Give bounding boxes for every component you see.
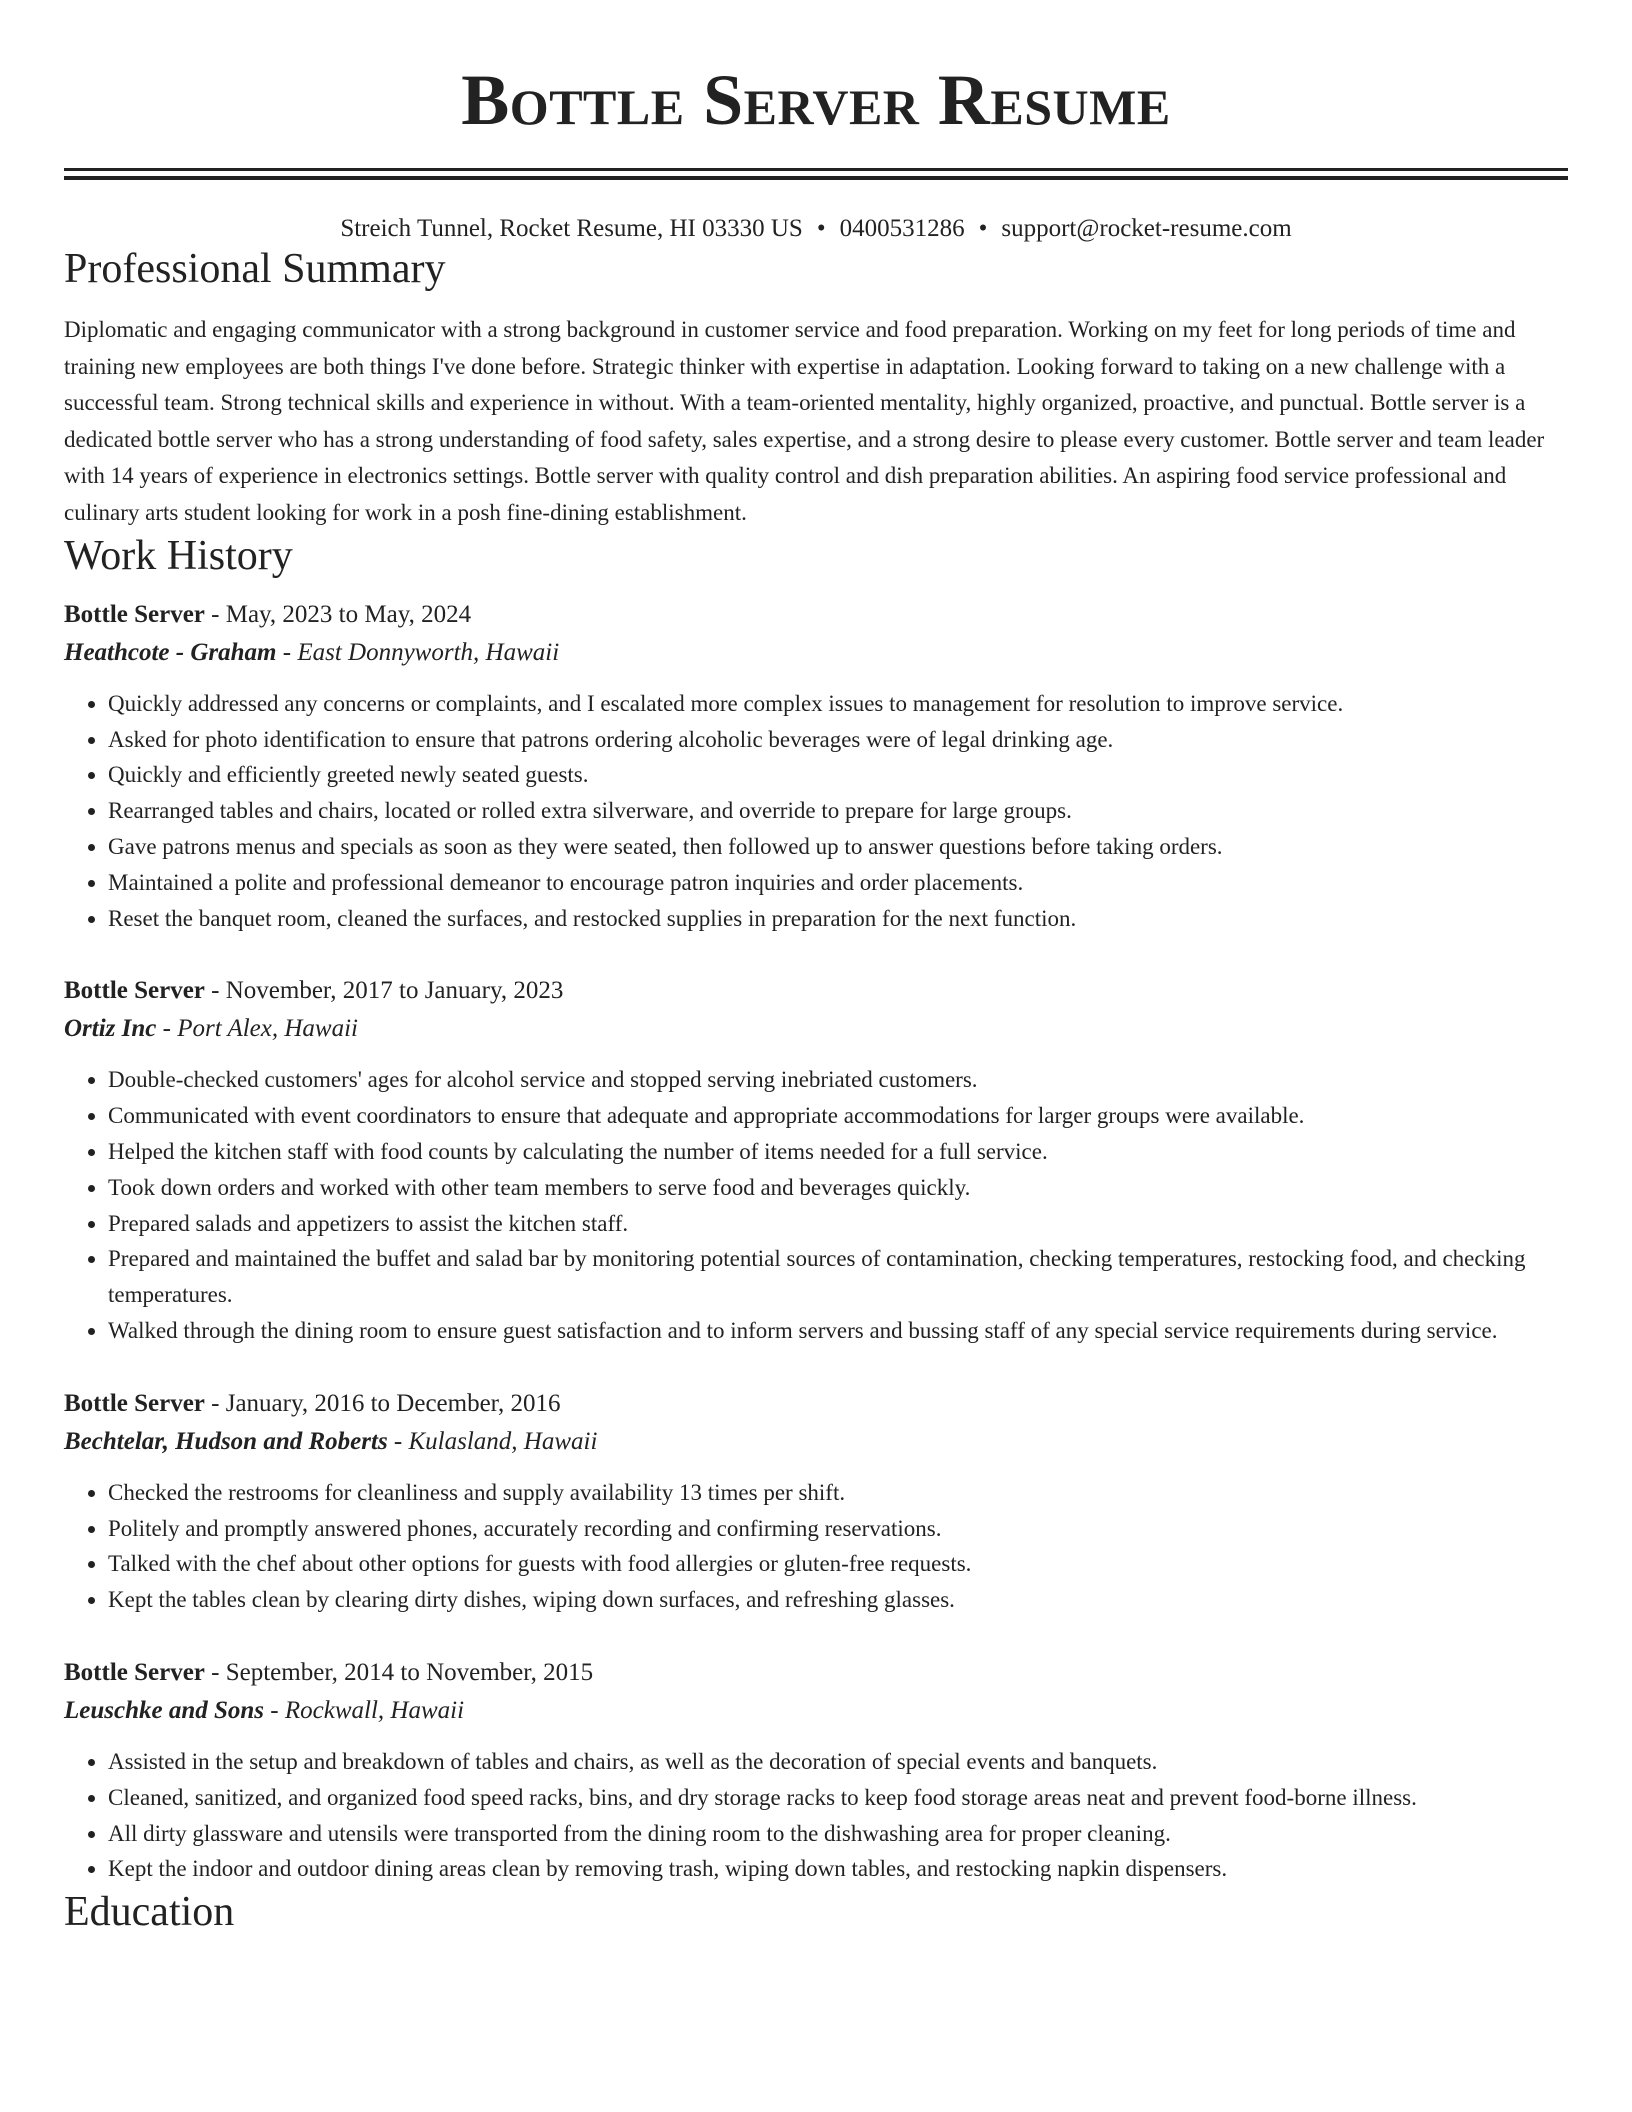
duty-item: • Communicated with event coordinators to ensure that adequate and appropriate accommodations for larger groups were available. xyxy=(108,1098,1568,1134)
duty-item: • Maintained a polite and professional demeanor to encourage patron inquiries and order placements. xyxy=(108,865,1568,901)
duty-item: • Prepared salads and appetizers to assist the kitchen staff. xyxy=(108,1206,1568,1242)
duty-item: • Quickly addressed any concerns or complaints, and I escalated more complex issues to management for resolution to improve service. xyxy=(108,686,1568,722)
job-company: Bechtelar, Hudson and Roberts xyxy=(64,1427,388,1455)
job-role: Bottle Server xyxy=(64,977,205,1005)
job-duties xyxy=(64,1062,1568,1348)
duty-item: • Helped the kitchen staff with food counts by calculating the number of items needed for a full service. xyxy=(108,1134,1568,1170)
contact-separator: • xyxy=(978,215,988,242)
contact-address: Streich Tunnel, Rocket Resume, HI 03330 US xyxy=(340,215,803,242)
job-role: Bottle Server xyxy=(64,1658,205,1686)
duty-item: • Talked with the chef about other options for guests with food allergies or gluten-free requests. xyxy=(108,1546,1568,1582)
duty-item: • Checked the restrooms for cleanliness and supply availability 13 times per shift. xyxy=(108,1475,1568,1511)
job-location: - Rockwall, Hawaii xyxy=(264,1696,465,1724)
job-dates: - January, 2016 to December, 2016 xyxy=(204,1389,561,1417)
duty-item: • Cleaned, sanitized, and organized food speed racks, bins, and dry storage racks to keep food storage areas neat and prevent food-borne illness. xyxy=(108,1780,1568,1816)
duty-item: • All dirty glassware and utensils were transported from the dining room to the dishwashing area for proper cleaning. xyxy=(108,1816,1568,1852)
contact-line xyxy=(64,214,1568,244)
job-company-line xyxy=(64,1423,1568,1461)
job-dates: - September, 2014 to November, 2015 xyxy=(204,1658,594,1686)
duty-item: • Walked through the dining room to ensure guest satisfaction and to inform servers and bussing staff of any special service requirements during service. xyxy=(108,1313,1568,1349)
job-location: - East Donnyworth, Hawaii xyxy=(276,638,560,666)
job-role: Bottle Server xyxy=(64,1389,205,1417)
work-history-list xyxy=(64,596,1568,1887)
title-divider xyxy=(64,168,1568,180)
job-dates: - November, 2017 to January, 2023 xyxy=(204,977,564,1005)
job-duties xyxy=(64,686,1568,937)
contact-phone: 0400531286 xyxy=(839,215,965,242)
job-dates: - May, 2023 to May, 2024 xyxy=(204,600,472,628)
duty-item: • Quickly and efficiently greeted newly seated guests. xyxy=(108,757,1568,793)
duty-item: • Kept the tables clean by clearing dirty dishes, wiping down surfaces, and refreshing glasses. xyxy=(108,1582,1568,1618)
job-company: Ortiz Inc xyxy=(64,1015,157,1043)
duty-item: • Politely and promptly answered phones, accurately recording and confirming reservations. xyxy=(108,1511,1568,1547)
duty-item: • Asked for photo identification to ensure that patrons ordering alcoholic beverages were of legal drinking age. xyxy=(108,722,1568,758)
job-entry xyxy=(64,1385,1568,1618)
duty-item: • Gave patrons menus and specials as soon as they were seated, then followed up to answer questions before taking orders. xyxy=(108,829,1568,865)
duty-item: • Rearranged tables and chairs, located or rolled extra silverware, and override to prepare for large groups. xyxy=(108,793,1568,829)
job-company-line xyxy=(64,634,1568,672)
duty-item: • Prepared and maintained the buffet and salad bar by monitoring potential sources of contamination, checking temperatures, restocking food, and checking temperatures. xyxy=(108,1241,1568,1313)
job-entry xyxy=(64,1654,1568,1887)
education-heading: Education xyxy=(64,1889,235,1936)
job-location: - Kulasland, Hawaii xyxy=(387,1427,598,1455)
job-title-line xyxy=(64,1385,1568,1423)
job-role: Bottle Server xyxy=(64,600,205,628)
duty-item: • Kept the indoor and outdoor dining areas clean by removing trash, wiping down tables, and restocking napkin dispensers. xyxy=(108,1851,1568,1887)
contact-separator: • xyxy=(816,215,826,242)
summary-text: Diplomatic and engaging communicator with a strong background in customer service and food preparation. Working on my feet for long periods of time and training new employees are both things I've done before. Strategic thinker with expertise in adaptation. Looking forward to taking on a new challenge with a successful team. Strong technical skills and experience in without. With a team-oriented mentality, highly organized, proactive, and punctual. Bottle server is a dedicated bottle server who has a strong understanding of food safety, sales expertise, and a strong desire to please every customer. Bottle server and team leader with 14 years of experience in electronics settings. Bottle server with quality control and dish preparation abilities. An aspiring food service professional and culinary arts student looking for work in a posh fine-dining establishment. xyxy=(64,317,1545,525)
duty-item: • Assisted in the setup and breakdown of tables and chairs, as well as the decoration of special events and banquets. xyxy=(108,1744,1568,1780)
job-location: - Port Alex, Hawaii xyxy=(156,1015,358,1043)
work-history-heading: Work History xyxy=(64,533,293,580)
job-title-line xyxy=(64,1654,1568,1692)
resume-title: Bottle Server Resume xyxy=(461,60,1171,140)
job-title-line xyxy=(64,596,1568,634)
duty-item: • Reset the banquet room, cleaned the surfaces, and restocked supplies in preparation for the next function. xyxy=(108,901,1568,937)
job-company-line xyxy=(64,1692,1568,1730)
job-duties xyxy=(64,1475,1568,1618)
job-title-line xyxy=(64,972,1568,1010)
job-entry xyxy=(64,596,1568,937)
summary-heading: Professional Summary xyxy=(64,246,446,292)
job-entry xyxy=(64,972,1568,1348)
job-company: Heathcote - Graham xyxy=(64,638,277,666)
duty-item: • Double-checked customers' ages for alcohol service and stopped serving inebriated customers. xyxy=(108,1062,1568,1098)
contact-email: support@rocket-resume.com xyxy=(1001,215,1292,242)
job-company: Leuschke and Sons xyxy=(64,1696,265,1724)
job-company-line xyxy=(64,1010,1568,1048)
job-duties xyxy=(64,1744,1568,1887)
duty-item: • Took down orders and worked with other team members to serve food and beverages quickly. xyxy=(108,1170,1568,1206)
